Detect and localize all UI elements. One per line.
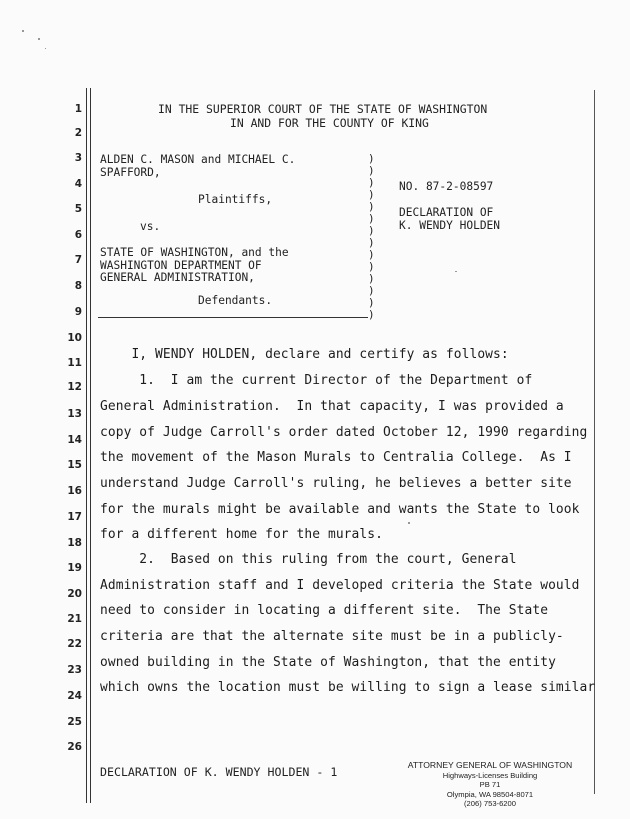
caption-paren: ) <box>368 164 375 177</box>
line-number: 17 <box>67 511 82 523</box>
attorney-general-building: Highways-Licenses Building <box>442 770 538 780</box>
line-number: 4 <box>74 178 82 190</box>
line-number: 7 <box>74 254 82 266</box>
body-text-line: 2. Based on this ruling from the court, General <box>100 552 517 567</box>
line-number: 16 <box>67 485 82 497</box>
line-number: 26 <box>67 741 82 753</box>
line-number: 24 <box>67 690 82 702</box>
line-number: 15 <box>67 459 82 471</box>
caption-paren: ) <box>368 224 375 237</box>
attorney-general-city: Olympia, WA 98504-8071 <box>446 789 534 799</box>
line-number: 23 <box>67 664 82 676</box>
body-text-line: criteria are that the alternate site must be in a publicly- <box>100 629 564 644</box>
caption-paren: ) <box>368 236 375 249</box>
line-number: 1 <box>74 103 82 115</box>
line-number: 25 <box>67 716 82 728</box>
body-text-line: for the murals might be available and wants the State to look <box>100 502 580 517</box>
body-text-line: understand Judge Carroll's ruling, he believes a better site <box>100 476 572 491</box>
body-text-line: for a different home for the murals. <box>100 527 383 542</box>
line-number: 19 <box>67 562 82 574</box>
document-title-line2: K. WENDY HOLDEN <box>399 219 501 232</box>
line-number: 8 <box>74 280 82 292</box>
caption-paren: ) <box>368 260 375 273</box>
case-number: NO. 87-2-08597 <box>399 180 494 193</box>
line-number: 21 <box>67 613 82 625</box>
caption-paren: ) <box>368 188 375 201</box>
body-text-line: copy of Judge Carroll's order dated October 12, 1990 regarding <box>100 425 588 440</box>
scan-speck <box>408 522 410 524</box>
line-number: 5 <box>74 203 82 215</box>
line-number: 12 <box>67 381 82 393</box>
plaintiff-names-line2: SPAFFORD, <box>100 166 161 179</box>
defendant-names-line2: WASHINGTON DEPARTMENT OF <box>100 259 262 272</box>
scan-speck <box>38 38 40 40</box>
scan-speck <box>455 271 457 272</box>
line-number: 22 <box>67 638 82 650</box>
attorney-general-phone: (206) 753-6200 <box>464 799 516 809</box>
line-number: 9 <box>74 306 82 318</box>
scan-speck <box>45 48 46 49</box>
court-header-line1: IN THE SUPERIOR COURT OF THE STATE OF WASHINGTON <box>158 102 488 116</box>
caption-paren: ) <box>368 272 375 285</box>
plaintiff-names-line1: ALDEN C. MASON and MICHAEL C. <box>100 153 296 166</box>
caption-paren: ) <box>368 200 375 213</box>
caption-paren: ) <box>368 212 375 225</box>
caption-bottom-rule <box>98 317 368 318</box>
footer-caption: DECLARATION OF K. WENDY HOLDEN - 1 <box>100 765 338 779</box>
defendant-names-line1: STATE OF WASHINGTON, and the <box>100 246 289 259</box>
caption-paren: ) <box>368 284 375 297</box>
document-title-line1: DECLARATION OF <box>399 206 494 219</box>
scan-speck <box>22 30 24 32</box>
body-text-line: 1. I am the current Director of the Department of <box>100 373 533 388</box>
caption-paren: ) <box>368 296 375 309</box>
defendant-names-line3: GENERAL ADMINISTRATION, <box>100 271 255 284</box>
body-text-line: General Administration. In that capacity, I was provided a <box>100 399 564 414</box>
caption-paren: ) <box>368 176 375 189</box>
attorney-general-block <box>405 761 575 809</box>
line-number: 3 <box>74 152 82 164</box>
body-text-line: the movement of the Mason Murals to Centralia College. As I <box>100 450 572 465</box>
line-number: 2 <box>74 127 82 139</box>
line-number: 6 <box>74 229 82 241</box>
line-number: 18 <box>67 537 82 549</box>
line-number: 10 <box>67 332 82 344</box>
body-text-line: I, WENDY HOLDEN, declare and certify as follows: <box>100 347 509 362</box>
line-number: 13 <box>67 408 82 420</box>
line-number: 11 <box>67 357 82 369</box>
attorney-general-pb: PB 71 <box>479 780 501 790</box>
caption-paren: ) <box>368 152 375 165</box>
left-margin-rule-inner <box>90 88 91 803</box>
body-text-line: which owns the location must be willing to sign a lease similar <box>100 680 596 695</box>
line-number: 14 <box>67 434 82 446</box>
caption-paren: ) <box>368 308 375 321</box>
line-number: 20 <box>67 588 82 600</box>
versus-label: vs. <box>140 220 161 233</box>
plaintiffs-label: Plaintiffs, <box>198 193 273 206</box>
caption-paren: ) <box>368 248 375 261</box>
body-text-line: need to consider in locating a different site. The State <box>100 603 549 618</box>
left-margin-rule-outer <box>86 88 87 803</box>
body-text-line: owned building in the State of Washington, that the entity <box>100 655 556 670</box>
court-header-line2: IN AND FOR THE COUNTY OF KING <box>230 116 429 130</box>
defendants-label: Defendants. <box>198 294 273 307</box>
attorney-general-office: ATTORNEY GENERAL OF WASHINGTON <box>407 760 573 770</box>
body-text-line: Administration staff and I developed criteria the State would <box>100 578 580 593</box>
